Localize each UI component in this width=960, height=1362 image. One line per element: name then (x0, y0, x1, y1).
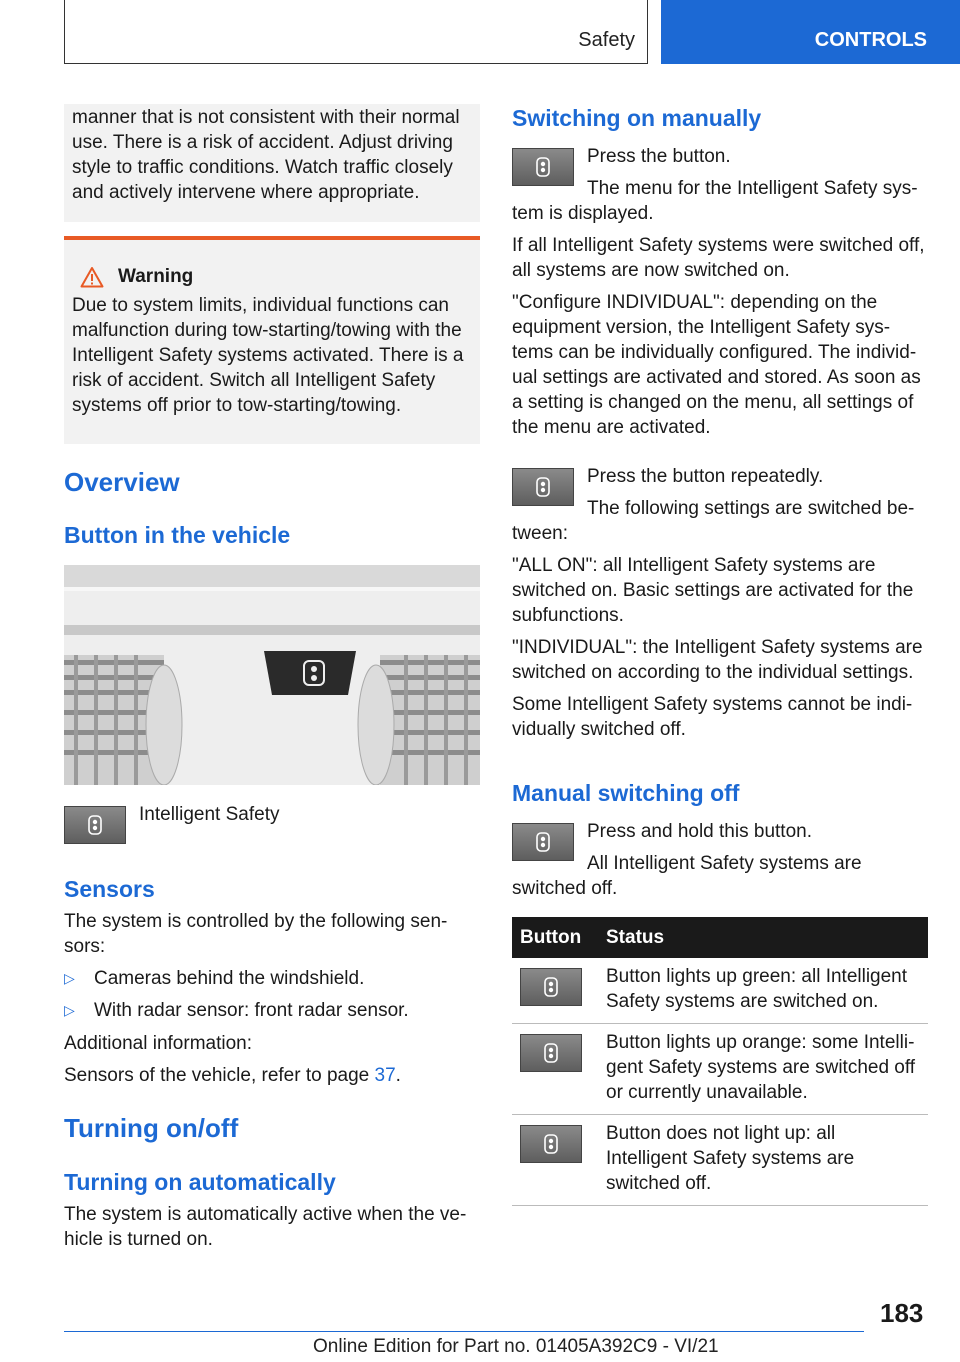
warning-title: Warning (118, 266, 194, 287)
button-off-icon (520, 1125, 582, 1163)
page-link[interactable]: 37 (374, 1065, 396, 1086)
status-table (512, 917, 928, 1206)
button-caption: Intelligent Safety (139, 804, 280, 825)
table-cell-status: Button lights up green: all Intelligent Safety systems are switched on. (598, 958, 928, 1024)
note-text: manner that is not consistent with their normal use. There is a risk of accident. Adjust driving style to traffic conditions. Watch traffic closely and actively intervene where appropriate. (72, 107, 460, 203)
table-row (512, 1115, 928, 1206)
press-button: Press the button. (587, 146, 731, 167)
table-cell-status: Button does not light up: all Intelligent Safety systems are switched off. (598, 1115, 928, 1206)
all-off-text: If all Intelligent Safety systems were switched off, all systems are now switched on. (512, 235, 925, 281)
button-orange-icon (520, 1034, 582, 1072)
all-on-text: "ALL ON": all Intelligent Safety systems are switched on. Basic settings are activated for the subfunctions. (512, 555, 914, 626)
page-number: 183 (880, 1298, 924, 1328)
section-title: Safety (578, 29, 635, 51)
warning-text: Due to system limits, individual functions can malfunction during tow-starting/towing with the Intelligent Safety systems activated. There is a risk of accident. Switch all Intelligent Safety systems off prior to tow-starting/towing. (72, 295, 464, 416)
warning-icon (80, 266, 104, 288)
button-green-icon (520, 968, 582, 1006)
table-row (512, 1024, 928, 1115)
table-header-status: Status (598, 917, 928, 958)
table-cell-status: Button lights up orange: some Intelli-gent Safety systems are switched off or currently unavailable. (598, 1024, 928, 1115)
heading-sensors: Sensors (64, 876, 155, 902)
sensors-reference: Sensors of the vehicle, refer to page 37. (64, 1065, 401, 1086)
individual-text: "INDIVIDUAL": the Intelligent Safety systems are switched on according to the individual settings. (512, 637, 923, 683)
warning-box (64, 236, 480, 444)
list-item: ▷ Cameras behind the windshield. (64, 968, 365, 989)
heading-button-in-vehicle: Button in the vehicle (64, 522, 291, 548)
heading-turning-on-off: Turning on/off (64, 1113, 239, 1143)
switched-between: The following settings are switched be-tween: (512, 498, 915, 544)
configure-text: "Configure INDIVIDUAL": depending on the equipment version, the Intelligent Safety sys-tems can be individually configured. The individ-ual settings are activated and stored. As soon as a setting is changed on the menu, all settings of the menu are activated. (512, 292, 921, 438)
auto-text: The system is automatically active when the ve-hicle is turned on. (64, 1204, 467, 1250)
list-item: ▷ With radar sensor: front radar sensor. (64, 1000, 409, 1021)
dashboard-photo (64, 565, 480, 785)
table-header-button: Button (512, 917, 598, 958)
press-hold: Press and hold this button. (587, 821, 812, 842)
heading-switching-on-manually: Switching on manually (512, 105, 762, 131)
table-row (512, 958, 928, 1024)
heading-turning-on-automatically: Turning on automatically (64, 1169, 336, 1195)
status-table-wrapper (512, 917, 928, 1206)
footer-edition: Online Edition for Part no. 01405A392C9 - VI/21 (313, 1336, 719, 1357)
heading-manual-switching-off: Manual switching off (512, 780, 740, 806)
note-box (64, 104, 480, 222)
intelligent-safety-button-icon (64, 806, 126, 844)
additional-info: Additional information: (64, 1033, 252, 1054)
header-frame (64, 0, 648, 64)
heading-overview: Overview (64, 467, 180, 497)
some-text: Some Intelligent Safety systems cannot be indi-vidually switched off. (512, 694, 913, 740)
footer-divider (64, 1331, 864, 1332)
press-repeatedly: Press the button repeatedly. (587, 466, 824, 487)
menu-displayed: The menu for the Intelligent Safety sys-tem is displayed. (512, 178, 918, 224)
all-switched-off: All Intelligent Safety systems are switched off. (512, 853, 862, 899)
sensors-intro: The system is controlled by the following sen-sors: (64, 911, 448, 957)
chapter-tab[interactable]: CONTROLS (661, 0, 960, 64)
